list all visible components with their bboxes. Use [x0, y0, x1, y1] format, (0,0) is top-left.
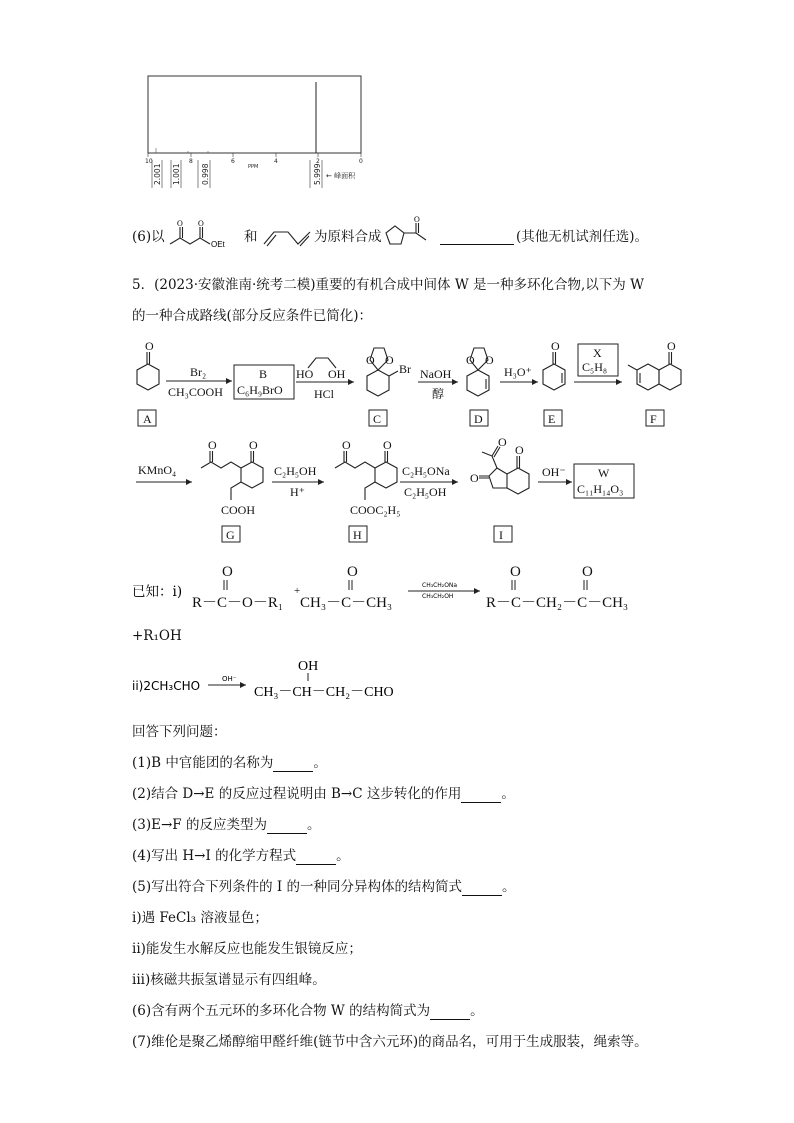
ester-label: OEt: [211, 240, 225, 249]
oxygen-label: O: [177, 219, 183, 228]
oxygen-label: O: [198, 219, 204, 228]
condition-2: ii)能发生水解反应也能发生银镜反应；: [132, 941, 362, 957]
nmr-tick: 4: [274, 158, 278, 165]
compound-F-structure: [628, 339, 681, 390]
oxygen-label: O: [383, 438, 392, 452]
reagent-naoet: C₂H₅ONa: [402, 464, 450, 478]
label-D: D: [474, 412, 483, 426]
aldol-reactant: ii)2CH₃CHO: [132, 679, 201, 693]
oxygen-label: O: [385, 353, 394, 367]
butadiene-structure: [262, 224, 312, 248]
compound-H-structure: [335, 438, 400, 517]
question-1-end: 。: [313, 755, 327, 771]
question-1-text: (1)B 中官能团的名称为: [132, 755, 274, 771]
answer-blank[interactable]: [440, 230, 514, 245]
question-5-text: (5)写出符合下列条件的 I 的一种同分异构体的结构简式: [132, 879, 463, 895]
question-4-end: 。: [336, 848, 350, 864]
compound-E-structure: [543, 339, 565, 390]
q6-and: 和: [244, 229, 258, 245]
answer-blank[interactable]: [296, 850, 336, 865]
nmr-integral: 2.001: [153, 163, 162, 185]
reagent-alcohol: 醇: [432, 387, 445, 401]
cooh-group: COOH: [221, 503, 256, 517]
compound-B-name: B: [259, 367, 268, 381]
nmr-spectrum: [138, 72, 388, 197]
label-E: E: [548, 412, 556, 426]
reagent-X-formula: C₅H₈: [582, 360, 608, 374]
hydroxyl-label: OH: [298, 659, 319, 674]
question-6-end: 。: [470, 1003, 484, 1019]
reagent-hcl: HCl: [314, 387, 335, 401]
oxygen-label: O: [145, 339, 154, 353]
reagent-oh: OH: [328, 367, 346, 381]
nmr-integral: 0.998: [201, 163, 210, 185]
questions-intro: 回答下列问题：: [132, 724, 227, 740]
question-2-end: 。: [501, 786, 515, 802]
synthesis-scheme-row1: [128, 338, 688, 430]
reagent-h-plus: H⁺: [290, 485, 305, 499]
q6-prefix: (6)以: [132, 229, 165, 245]
nmr-integral: 1.001: [172, 163, 181, 185]
reagent-acetic-acid: CH₃COOH: [168, 385, 223, 399]
question-1: [132, 754, 327, 772]
oxygen-label: O: [515, 443, 524, 457]
question-5-end: 。: [502, 879, 516, 895]
question-6: [132, 1002, 484, 1020]
oxygen-label: O: [342, 438, 351, 452]
bromine-label: Br: [399, 362, 411, 376]
compound-A-structure: [137, 339, 159, 390]
label-H: H: [353, 528, 362, 542]
known-prefix: 已知：i): [132, 584, 183, 600]
oxygen-label: O: [498, 438, 507, 449]
condition-bottom: CH₃CH₂OH: [422, 593, 454, 600]
nmr-integral: 5.999: [313, 163, 322, 185]
compound-W-name: W: [598, 466, 610, 480]
known-reaction-ii: [130, 656, 450, 706]
compound-W-formula: C₁₁H₁₄O₃: [577, 482, 624, 496]
label-I: I: [499, 528, 503, 542]
problem5-header-2: 的一种合成路线(部分反应条件已简化)：: [132, 308, 373, 324]
q6-suffix: (其他无机试剂任选)。: [516, 229, 649, 245]
oxygen-label: O: [208, 438, 217, 452]
nmr-tick: 6: [231, 158, 235, 165]
nmr-tick: 10: [145, 158, 153, 165]
reagent-hydroxide: OH⁻: [542, 465, 566, 479]
label-C: C: [373, 412, 382, 426]
condition-top: CH₃CH₂ONa: [422, 582, 458, 589]
aldol-condition: OH⁻: [222, 675, 237, 683]
oxygen-label: O: [470, 471, 479, 485]
question-2-text: (2)结合 D→E 的反应过程说明由 B→C 这步转化的作用: [132, 786, 462, 802]
reagent-br2: Br₂: [190, 365, 207, 379]
question-3-end: 。: [306, 817, 321, 833]
label-F: F: [650, 412, 657, 426]
nmr-tick: 2: [316, 158, 320, 165]
question-3-text: (3)E→F 的反应类型为: [132, 817, 267, 833]
plus-sign: +: [294, 585, 301, 597]
oxygen-label: O: [582, 564, 593, 580]
reagent-X-name: X: [593, 346, 602, 360]
question-6-text: (6)含有两个五元环的多环化合物 W 的结构简式为: [132, 1003, 431, 1019]
compound-C-structure: [366, 348, 411, 396]
question-5: [132, 878, 516, 896]
reagent-ethanol: C₂H₅OH: [274, 464, 317, 478]
reagent-ethanol-2: C₂H₅OH: [404, 485, 447, 499]
answer-blank[interactable]: [461, 788, 501, 803]
question-2: [132, 785, 515, 803]
question-3: [132, 816, 320, 834]
diketone-formula: R－C－CH₂－C－CH₃: [486, 595, 629, 611]
question-4: [132, 847, 350, 865]
nmr-tick: 8: [189, 158, 193, 165]
oxygen-label: O: [249, 438, 258, 452]
oxygen-label: O: [510, 564, 521, 580]
ethyl-acetoacetate-structure: [166, 218, 242, 252]
question-7: (7)维伦是聚乙烯醇缩甲醛纤维(链节中含六元环)的商品名，可用于生成服装，绳索等。: [132, 1034, 648, 1050]
acetone-formula: CH₃－C－CH₃: [300, 595, 393, 611]
known-r1oh: +R₁OH: [132, 628, 182, 644]
problem5-header: 5．(2023·安徽淮南·统考二模)重要的有机合成中间体 W 是一种多环化合物,以下为 W: [132, 277, 644, 293]
reagent-h3o: H₃O⁺: [504, 365, 532, 379]
oxygen-label: O: [414, 216, 420, 224]
ester-formula: R－C－O－R₁: [192, 595, 284, 611]
reagent-naoh: NaOH: [420, 367, 452, 381]
label-G: G: [226, 528, 235, 542]
condition-1: i)遇 FeCl₃ 溶液显色；: [132, 910, 268, 926]
known-reaction-i: [130, 560, 670, 620]
oxygen-label: O: [366, 353, 375, 367]
label-A: A: [143, 412, 152, 426]
reagent-kmno4: KMnO₄: [138, 463, 177, 477]
compound-B-formula: C₆H₉BrO: [237, 383, 283, 397]
synthesis-scheme-row2: [128, 438, 688, 548]
oxygen-label: O: [222, 564, 233, 580]
compound-I-structure: [470, 438, 529, 494]
question-4-text: (4)写出 H→I 的化学方程式: [132, 848, 297, 864]
reagent-ho: HO: [296, 367, 314, 381]
compound-G-structure: [201, 438, 263, 517]
nmr-tick: 0: [359, 158, 363, 165]
cyclopentyl-methyl-ketone-structure: [384, 216, 438, 254]
answer-blank[interactable]: [462, 881, 502, 896]
aldol-product: CH₃－CH－CH₂－CHO: [254, 685, 394, 700]
oxygen-label: O: [551, 339, 560, 353]
answer-blank[interactable]: [267, 819, 307, 834]
oxygen-label: O: [667, 339, 676, 353]
oxygen-label: O: [485, 353, 494, 367]
nmr-axis-label: PPM: [248, 164, 259, 170]
answer-blank[interactable]: [273, 757, 313, 772]
condition-3: iii)核磁共振氢谱显示有四组峰。: [132, 972, 326, 988]
answer-blank[interactable]: [430, 1005, 470, 1020]
oxygen-label: O: [347, 564, 358, 580]
q6-middle: 为原料合成: [314, 229, 382, 245]
cooet-group: COOC₂H₅: [350, 503, 401, 517]
oxygen-label: O: [466, 353, 475, 367]
compound-D-structure: [466, 348, 494, 396]
nmr-peak-area-label: ← 峰面积: [326, 172, 356, 180]
